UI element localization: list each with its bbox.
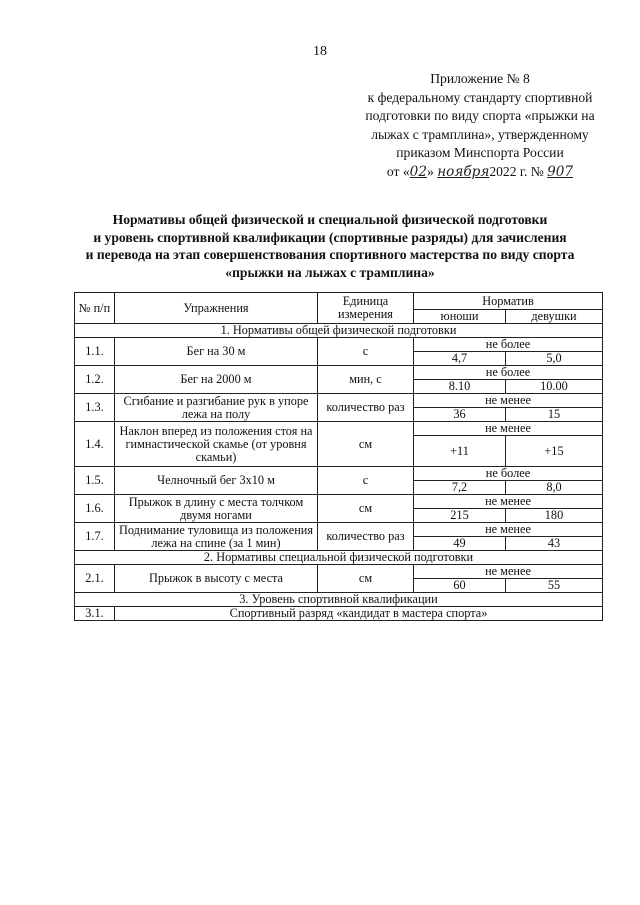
row-num: 1.4. (75, 422, 115, 467)
row-unit: см (318, 422, 414, 467)
row-boys-value: 215 (414, 509, 506, 523)
section-3-header: 3. Уровень спортивной квалификации (75, 593, 603, 607)
appendix-line-2: к федеральному стандарту спортивной (367, 89, 593, 105)
document-title (40, 211, 620, 281)
handwritten-month: ноября (437, 163, 490, 180)
header-norm: Норматив (414, 293, 603, 310)
row-num: 1.7. (75, 523, 115, 551)
row-exercise: Бег на 30 м (115, 338, 318, 366)
row-boys-value: 4,7 (414, 352, 506, 366)
row-exercise: Поднимание туловища из положения лежа на спине (за 1 мин) (115, 523, 318, 551)
row-girls-value: 5,0 (506, 352, 603, 366)
row-girls-value: +15 (506, 436, 603, 467)
header-girls: девушки (506, 310, 603, 324)
title-line-4: «прыжки на лыжах с трамплина» (225, 264, 435, 280)
row-girls-value: 15 (506, 408, 603, 422)
row-num: 1.3. (75, 394, 115, 422)
row-condition: не более (414, 338, 603, 352)
row-num: 1.2. (75, 366, 115, 394)
row-girls-value: 180 (506, 509, 603, 523)
row-num: 1.5. (75, 467, 115, 495)
handwritten-day: 02 (409, 163, 427, 180)
title-line-2: и уровень спортивной квалификации (спортивные разряды) для зачисления (93, 229, 567, 245)
row-girls-value: 43 (506, 537, 603, 551)
row-girls-value: 55 (506, 579, 603, 593)
row-girls-value: 8,0 (506, 481, 603, 495)
header-boys: юноши (414, 310, 506, 324)
row-unit: см (318, 565, 414, 593)
section-1-header: 1. Нормативы общей физической подготовки (75, 324, 603, 338)
row-condition: не более (414, 467, 603, 481)
header-exercise: Упражнения (115, 293, 318, 324)
row-num: 3.1. (75, 607, 115, 621)
row-unit: мин, с (318, 366, 414, 394)
row-boys-value: 7,2 (414, 481, 506, 495)
date-mid: » (426, 163, 438, 179)
row-boys-value: 36 (414, 408, 506, 422)
title-line-1: Нормативы общей физической и специальной физической подготовки (112, 212, 548, 227)
appendix-date-line (340, 163, 620, 182)
date-prefix: от « (386, 163, 410, 179)
row-condition: не менее (414, 565, 603, 579)
row-boys-value: 49 (414, 537, 506, 551)
qualification-text: Спортивный разряд «кандидат в мастера спорта» (115, 607, 603, 621)
row-condition: не менее (414, 394, 603, 408)
row-unit: см (318, 495, 414, 523)
appendix-line-3: подготовки по виду спорта «прыжки на (365, 108, 595, 123)
row-unit: с (318, 467, 414, 495)
row-exercise: Прыжок в высоту с места (115, 565, 318, 593)
row-exercise: Бег на 2000 м (115, 366, 318, 394)
page-number: 18 (313, 44, 327, 59)
appendix-block (340, 70, 620, 181)
norms-table (74, 292, 603, 621)
date-year: 2022 г. № (489, 163, 548, 179)
row-exercise: Челночный бег 3х10 м (115, 467, 318, 495)
row-boys-value: 60 (414, 579, 506, 593)
row-girls-value: 10.00 (506, 380, 603, 394)
row-condition: не менее (414, 523, 603, 537)
title-line-3: и перевода на этап совершенствования спортивного мастерства по виду спорта (85, 247, 575, 262)
row-boys-value: +11 (414, 436, 506, 467)
row-condition: не более (414, 366, 603, 380)
row-condition: не менее (414, 422, 603, 436)
row-num: 1.6. (75, 495, 115, 523)
row-exercise: Прыжок в длину с места толчком двумя ногами (115, 495, 318, 523)
handwritten-order-number: 907 (547, 163, 574, 180)
row-num: 1.1. (75, 338, 115, 366)
row-exercise: Наклон вперед из положения стоя на гимнастической скамье (от уровня скамьи) (115, 422, 318, 467)
appendix-line-5: приказом Минспорта России (396, 145, 564, 160)
section-2-header: 2. Нормативы специальной физической подготовки (75, 551, 603, 565)
header-num: № п/п (75, 293, 115, 324)
row-condition: не менее (414, 495, 603, 509)
row-unit: количество раз (318, 394, 414, 422)
row-exercise: Сгибание и разгибание рук в упоре лежа на полу (115, 394, 318, 422)
appendix-line-1: Приложение № 8 (430, 71, 530, 86)
row-num: 2.1. (75, 565, 115, 593)
row-unit: количество раз (318, 523, 414, 551)
row-boys-value: 8.10 (414, 380, 506, 394)
appendix-line-4: лыжах с трамплина», утвержденному (371, 126, 589, 142)
header-unit: Единица измерения (318, 293, 414, 324)
row-unit: с (318, 338, 414, 366)
